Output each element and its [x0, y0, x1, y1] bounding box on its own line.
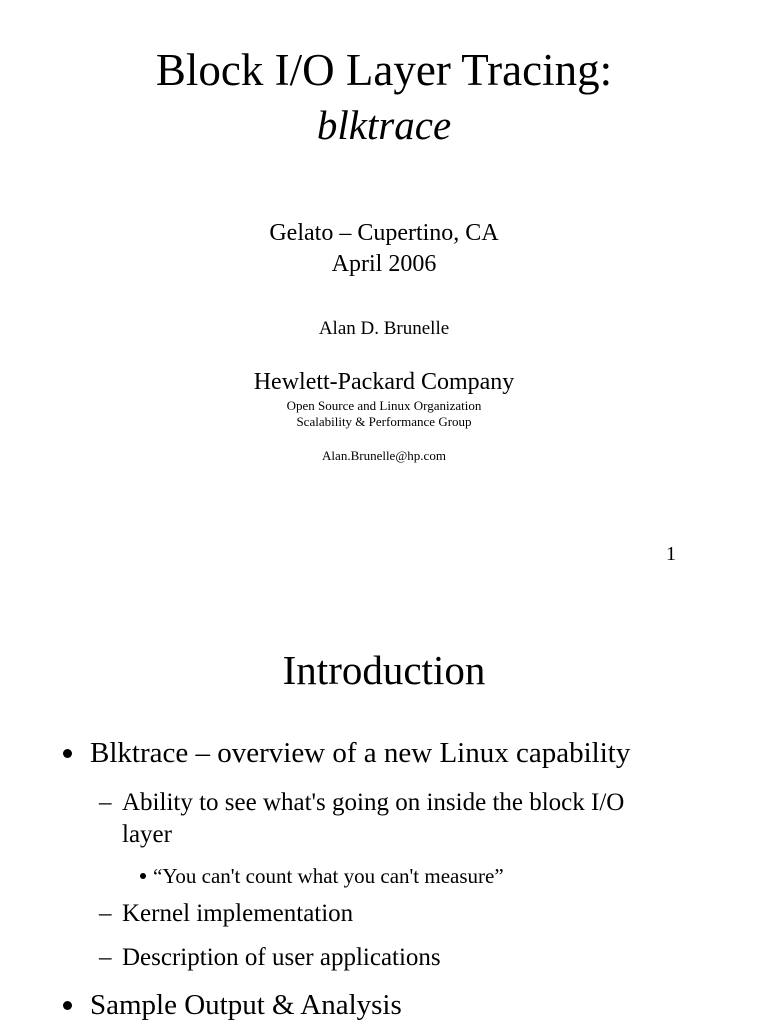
small-bullet-icon	[140, 873, 146, 879]
slide2-title: Introduction	[282, 647, 486, 693]
author-email: Alan.Brunelle@hp.com	[322, 448, 446, 463]
dash-icon: –	[99, 789, 112, 816]
quote-item: “You can't count what you can't measure”	[153, 864, 504, 888]
dash-icon: –	[99, 944, 112, 971]
slide-title-line2: blktrace	[316, 102, 452, 148]
dash-icon: –	[99, 900, 112, 927]
company-name: Hewlett-Packard Company	[253, 369, 515, 395]
page-number: 1	[666, 543, 676, 565]
event-date: April 2006	[331, 251, 437, 277]
slide-title-line1: Block I/O Layer Tracing:	[155, 45, 613, 95]
bullet-item: Blktrace – overview of a new Linux capability	[90, 737, 631, 769]
bullet-item: Sample Output & Analysis	[90, 989, 402, 1021]
sub-bullet-item: Ability to see what's going on inside the block I/O	[122, 789, 625, 816]
organization-line: Open Source and Linux Organization	[286, 398, 482, 413]
bullet-icon	[63, 749, 72, 758]
author-name: Alan D. Brunelle	[318, 318, 450, 339]
event-location: Gelato – Cupertino, CA	[269, 220, 499, 246]
sub-bullet-item: Description of user applications	[122, 944, 441, 971]
group-line: Scalability & Performance Group	[296, 414, 472, 429]
sub-bullet-item: Kernel implementation	[122, 900, 354, 927]
bullet-icon	[63, 1001, 72, 1010]
sub-bullet-item-continuation: layer	[122, 821, 172, 848]
